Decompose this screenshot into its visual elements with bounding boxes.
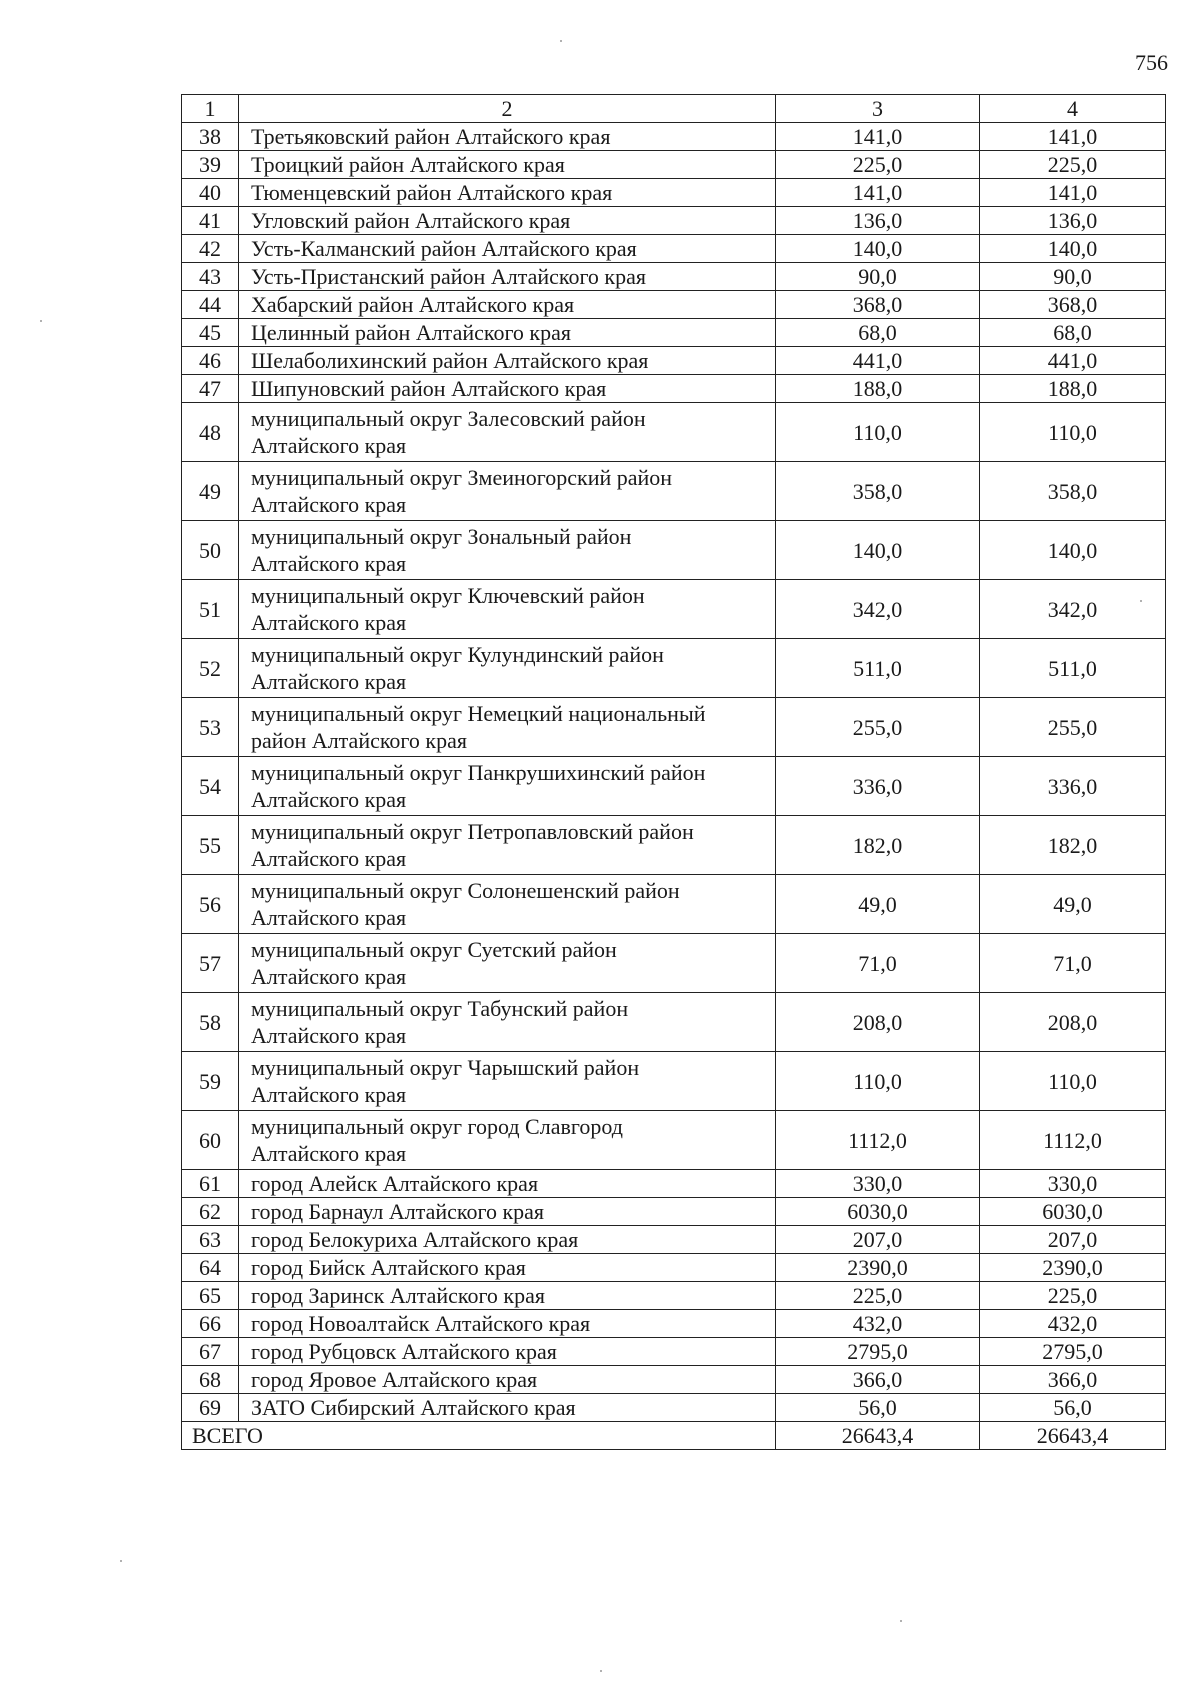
municipality-name: Хабарский район Алтайского края [239, 291, 776, 319]
row-number: 61 [182, 1170, 239, 1198]
table-row [182, 875, 1166, 934]
value-col-4: 368,0 [980, 291, 1166, 319]
municipality-name-line2: Алтайского края [251, 1023, 407, 1048]
value-col-3: 342,0 [776, 580, 980, 639]
value-col-3: 336,0 [776, 757, 980, 816]
column-header-4: 4 [980, 95, 1166, 123]
value-col-3: 136,0 [776, 207, 980, 235]
row-number: 63 [182, 1226, 239, 1254]
municipality-name: город Новоалтайск Алтайского края [239, 1310, 776, 1338]
value-col-3: 330,0 [776, 1170, 980, 1198]
value-col-3: 2390,0 [776, 1254, 980, 1282]
value-col-4: 432,0 [980, 1310, 1166, 1338]
scan-speck [600, 1670, 602, 1672]
value-col-4: 2795,0 [980, 1338, 1166, 1366]
row-number: 45 [182, 319, 239, 347]
value-col-3: 110,0 [776, 1052, 980, 1111]
value-col-3: 140,0 [776, 235, 980, 263]
municipality-name: Шипуновский район Алтайского края [239, 375, 776, 403]
row-number: 40 [182, 179, 239, 207]
municipality-name: Усть-Пристанский район Алтайского края [239, 263, 776, 291]
value-col-4: 511,0 [980, 639, 1166, 698]
value-col-4: 110,0 [980, 1052, 1166, 1111]
value-col-3: 511,0 [776, 639, 980, 698]
municipality-name-line1: муниципальный округ Суетский район [251, 937, 617, 962]
table-row [182, 639, 1166, 698]
municipality-name: город Барнаул Алтайского края [239, 1198, 776, 1226]
value-col-3: 255,0 [776, 698, 980, 757]
municipality-name [239, 521, 776, 580]
table-row [182, 816, 1166, 875]
municipality-name-line2: Алтайского края [251, 787, 407, 812]
municipality-name: Целинный район Алтайского края [239, 319, 776, 347]
column-header-3: 3 [776, 95, 980, 123]
value-col-4: 56,0 [980, 1394, 1166, 1422]
table-row [182, 263, 1166, 291]
value-col-4: 366,0 [980, 1366, 1166, 1394]
table-row [182, 123, 1166, 151]
page-number: 756 [1135, 50, 1168, 75]
total-row [182, 1422, 1166, 1450]
value-col-4: 188,0 [980, 375, 1166, 403]
municipality-name-line2: Алтайского края [251, 669, 407, 694]
table-row [182, 1226, 1166, 1254]
value-col-3: 141,0 [776, 123, 980, 151]
table-row [182, 1338, 1166, 1366]
municipality-name [239, 816, 776, 875]
municipality-name-line1: муниципальный округ Залесовский район [251, 406, 646, 431]
municipality-name: Усть-Калманский район Алтайского края [239, 235, 776, 263]
row-number: 54 [182, 757, 239, 816]
table-row [182, 319, 1166, 347]
table-row [182, 1310, 1166, 1338]
scan-speck [560, 40, 562, 42]
scan-speck [120, 1560, 122, 1562]
row-number: 69 [182, 1394, 239, 1422]
value-col-3: 141,0 [776, 179, 980, 207]
value-col-4: 208,0 [980, 993, 1166, 1052]
row-number: 42 [182, 235, 239, 263]
municipality-name: город Бийск Алтайского края [239, 1254, 776, 1282]
value-col-4: 342,0 [980, 580, 1166, 639]
table-row [182, 1198, 1166, 1226]
table-row [182, 580, 1166, 639]
row-number: 68 [182, 1366, 239, 1394]
municipality-name [239, 993, 776, 1052]
value-col-4: 182,0 [980, 816, 1166, 875]
municipality-name-line2: Алтайского края [251, 610, 407, 635]
municipality-name: город Белокуриха Алтайского края [239, 1226, 776, 1254]
value-col-3: 110,0 [776, 403, 980, 462]
total-value-col-3: 26643,4 [776, 1422, 980, 1450]
value-col-4: 90,0 [980, 263, 1166, 291]
municipality-name-line1: муниципальный округ город Славгород [251, 1114, 623, 1139]
value-col-4: 207,0 [980, 1226, 1166, 1254]
value-col-4: 49,0 [980, 875, 1166, 934]
municipality-name-line2: Алтайского края [251, 433, 407, 458]
municipality-name-line2: Алтайского края [251, 492, 407, 517]
municipality-name-line1: муниципальный округ Кулундинский район [251, 642, 664, 667]
table-row [182, 1282, 1166, 1310]
value-col-3: 182,0 [776, 816, 980, 875]
value-col-3: 358,0 [776, 462, 980, 521]
row-number: 41 [182, 207, 239, 235]
row-number: 38 [182, 123, 239, 151]
value-col-3: 207,0 [776, 1226, 980, 1254]
value-col-3: 6030,0 [776, 1198, 980, 1226]
row-number: 43 [182, 263, 239, 291]
scan-speck [1140, 600, 1142, 602]
municipality-name: Тюменцевский район Алтайского края [239, 179, 776, 207]
value-col-3: 225,0 [776, 151, 980, 179]
municipality-name-line1: муниципальный округ Змеиногорский район [251, 465, 673, 490]
table-row [182, 375, 1166, 403]
value-col-4: 2390,0 [980, 1254, 1166, 1282]
row-number: 65 [182, 1282, 239, 1310]
municipality-name: Угловский район Алтайского края [239, 207, 776, 235]
row-number: 52 [182, 639, 239, 698]
value-col-3: 90,0 [776, 263, 980, 291]
value-col-3: 68,0 [776, 319, 980, 347]
municipality-name [239, 1111, 776, 1170]
value-col-3: 432,0 [776, 1310, 980, 1338]
row-number: 58 [182, 993, 239, 1052]
value-col-3: 366,0 [776, 1366, 980, 1394]
municipality-name-line1: муниципальный округ Ключевский район [251, 583, 645, 608]
row-number: 60 [182, 1111, 239, 1170]
row-number: 66 [182, 1310, 239, 1338]
value-col-3: 208,0 [776, 993, 980, 1052]
row-number: 59 [182, 1052, 239, 1111]
municipality-name-line2: Алтайского края [251, 905, 407, 930]
value-col-3: 71,0 [776, 934, 980, 993]
value-col-4: 255,0 [980, 698, 1166, 757]
row-number: 55 [182, 816, 239, 875]
value-col-4: 6030,0 [980, 1198, 1166, 1226]
row-number: 64 [182, 1254, 239, 1282]
row-number: 39 [182, 151, 239, 179]
table-row [182, 521, 1166, 580]
total-label: ВСЕГО [182, 1422, 776, 1450]
budget-table [181, 94, 1166, 1450]
municipality-name-line1: муниципальный округ Немецкий национальный [251, 701, 706, 726]
value-col-4: 110,0 [980, 403, 1166, 462]
row-number: 47 [182, 375, 239, 403]
column-header-2: 2 [239, 95, 776, 123]
total-value-col-4: 26643,4 [980, 1422, 1166, 1450]
table-row [182, 1394, 1166, 1422]
row-number: 46 [182, 347, 239, 375]
table-row [182, 179, 1166, 207]
municipality-name [239, 698, 776, 757]
municipality-name-line1: муниципальный округ Чарышский район [251, 1055, 640, 1080]
value-col-3: 225,0 [776, 1282, 980, 1310]
table-row [182, 403, 1166, 462]
municipality-name [239, 403, 776, 462]
row-number: 51 [182, 580, 239, 639]
value-col-4: 140,0 [980, 235, 1166, 263]
table-row [182, 993, 1166, 1052]
value-col-4: 140,0 [980, 521, 1166, 580]
table-row [182, 291, 1166, 319]
table-row [182, 1111, 1166, 1170]
municipality-name [239, 934, 776, 993]
row-number: 44 [182, 291, 239, 319]
value-col-4: 225,0 [980, 151, 1166, 179]
table-row [182, 462, 1166, 521]
value-col-4: 441,0 [980, 347, 1166, 375]
row-number: 48 [182, 403, 239, 462]
row-number: 53 [182, 698, 239, 757]
municipality-name-line2: Алтайского края [251, 1082, 407, 1107]
row-number: 56 [182, 875, 239, 934]
municipality-name: Третьяковский район Алтайского края [239, 123, 776, 151]
municipality-name-line2: Алтайского края [251, 1141, 407, 1166]
municipality-name: ЗАТО Сибирский Алтайского края [239, 1394, 776, 1422]
value-col-4: 225,0 [980, 1282, 1166, 1310]
table-row [182, 207, 1166, 235]
value-col-4: 336,0 [980, 757, 1166, 816]
value-col-3: 56,0 [776, 1394, 980, 1422]
value-col-3: 368,0 [776, 291, 980, 319]
municipality-name: город Заринск Алтайского края [239, 1282, 776, 1310]
value-col-3: 441,0 [776, 347, 980, 375]
municipality-name-line1: муниципальный округ Панкрушихинский район [251, 760, 706, 785]
table-row [182, 1366, 1166, 1394]
value-col-3: 2795,0 [776, 1338, 980, 1366]
row-number: 62 [182, 1198, 239, 1226]
table-row [182, 347, 1166, 375]
table-row [182, 1052, 1166, 1111]
table-row [182, 1254, 1166, 1282]
municipality-name: город Яровое Алтайского края [239, 1366, 776, 1394]
municipality-name-line1: муниципальный округ Солонешенский район [251, 878, 680, 903]
municipality-name [239, 580, 776, 639]
value-col-4: 136,0 [980, 207, 1166, 235]
municipality-name: город Алейск Алтайского края [239, 1170, 776, 1198]
municipality-name: город Рубцовск Алтайского края [239, 1338, 776, 1366]
table-header-row [182, 95, 1166, 123]
value-col-4: 141,0 [980, 123, 1166, 151]
value-col-4: 1112,0 [980, 1111, 1166, 1170]
table-row [182, 698, 1166, 757]
municipality-name-line2: район Алтайского края [251, 728, 467, 753]
value-col-3: 140,0 [776, 521, 980, 580]
table-row [182, 934, 1166, 993]
municipality-name [239, 639, 776, 698]
scan-speck [40, 320, 42, 322]
value-col-4: 330,0 [980, 1170, 1166, 1198]
municipality-name [239, 1052, 776, 1111]
scan-speck [900, 1620, 902, 1622]
municipality-name-line2: Алтайского края [251, 846, 407, 871]
municipality-name-line2: Алтайского края [251, 551, 407, 576]
value-col-4: 71,0 [980, 934, 1166, 993]
municipality-name: Шелаболихинский район Алтайского края [239, 347, 776, 375]
value-col-3: 49,0 [776, 875, 980, 934]
municipality-name: Троицкий район Алтайского края [239, 151, 776, 179]
table-row [182, 151, 1166, 179]
column-header-1: 1 [182, 95, 239, 123]
row-number: 49 [182, 462, 239, 521]
row-number: 57 [182, 934, 239, 993]
row-number: 50 [182, 521, 239, 580]
value-col-4: 68,0 [980, 319, 1166, 347]
table-row [182, 757, 1166, 816]
value-col-3: 1112,0 [776, 1111, 980, 1170]
value-col-3: 188,0 [776, 375, 980, 403]
row-number: 67 [182, 1338, 239, 1366]
municipality-name-line1: муниципальный округ Петропавловский район [251, 819, 694, 844]
municipality-name [239, 757, 776, 816]
municipality-name-line1: муниципальный округ Зональный район [251, 524, 632, 549]
table-row [182, 1170, 1166, 1198]
municipality-name [239, 875, 776, 934]
value-col-4: 141,0 [980, 179, 1166, 207]
value-col-4: 358,0 [980, 462, 1166, 521]
municipality-name [239, 462, 776, 521]
municipality-name-line2: Алтайского края [251, 964, 407, 989]
table-row [182, 235, 1166, 263]
municipality-name-line1: муниципальный округ Табунский район [251, 996, 629, 1021]
